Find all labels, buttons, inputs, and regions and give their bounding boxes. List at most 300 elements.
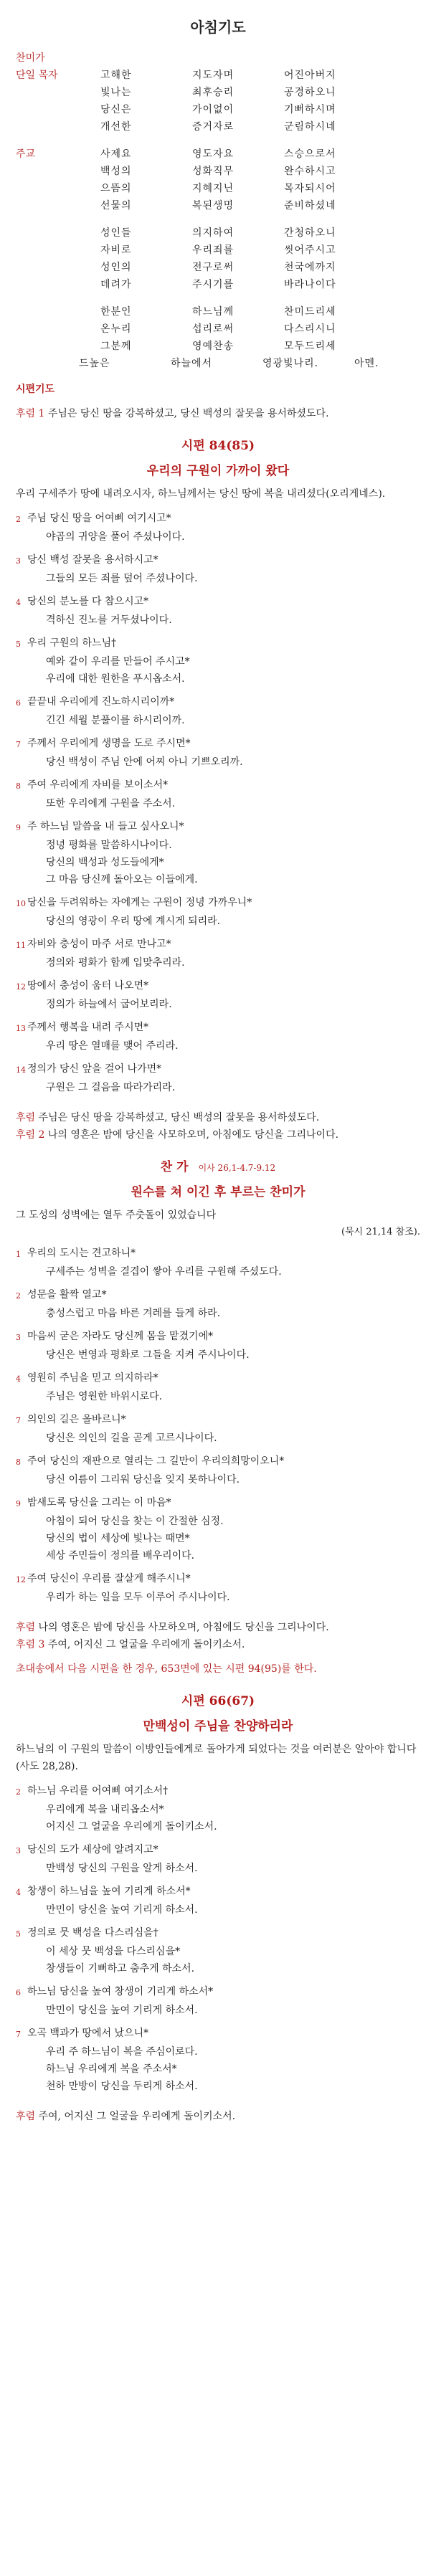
verse-text: 자비와 충성이 마주 서로 만나고* [27,938,171,950]
verse-number [16,2045,23,2061]
verse-number [16,855,23,871]
verse-number [16,1265,23,1280]
canticle-intro [16,1207,420,1224]
verse [16,1019,420,1055]
verse-number: 12 [16,1575,26,1584]
verse-text: 충성스럽고 마음 바른 겨레를 들게 하라. [46,1308,221,1319]
verse [16,735,420,771]
verse-line [16,1801,420,1818]
verse-line [16,1019,420,1037]
verse-line [16,653,420,670]
verse-text: 우리 주 하느님이 복을 주심이로다. [46,2046,198,2058]
page [3,0,433,2154]
hymn-row [16,163,420,180]
verse-text: 주께서 행복을 내려 주시면* [27,1022,149,1033]
verse-text: 그 마음 당신께 돌아오는 이들에게. [46,874,198,885]
verse-text: 우리의 도시는 견고하니* [27,1247,136,1259]
hymn-line [100,320,350,338]
verse-text: 당신의 도가 세상에 알려지고* [27,1844,158,1855]
antiphon-2-label: 후렴 2 [16,1129,45,1141]
verse-number: 7 [16,2030,21,2039]
verse-line [16,954,420,971]
hymn-main [16,67,420,136]
verse-text: 이 세상 뭇 백성을 다스리심을* [46,1946,181,1957]
verse-line [16,1860,420,1877]
hymn-word: 군림하시네 [284,121,336,133]
verse-number [16,2062,23,2078]
hymn-word: 자비로 [100,244,132,256]
verse-line [16,2002,420,2019]
hymn-row [16,84,420,101]
verse-number: 7 [16,740,21,749]
verse-number: 5 [16,1929,21,1939]
verse-line [16,996,420,1013]
hymn-word: 의지하여 [192,227,234,239]
verse-number [16,1590,23,1606]
hymn-chorus [16,146,420,372]
verse-text: 주께서 우리에게 생명을 도로 주시면* [27,738,191,749]
hymn-word: 최후승리 [192,87,234,98]
verse-number [16,1389,23,1405]
hymn-word: 간청하오니 [284,227,336,239]
hymn-line [100,84,350,101]
verse-line [16,936,420,954]
verse-line [16,1494,420,1513]
verse-number: 8 [16,781,21,791]
hymn-word: 목자되시어 [284,183,336,194]
psalm1-intro: 우리 구세주가 땅에 내려오시자, 하느님께서는 당신 땅에 복을 내리셨다(오리게네스). [16,488,386,500]
verse-text: 또한 우리에게 구원을 주소서. [46,798,176,809]
hymn-word: 증거자로 [192,121,234,133]
verse [16,1453,420,1488]
verse-text: 당신은 의인의 길을 곧게 고르시나이다. [46,1432,217,1444]
verse [16,776,420,812]
hymn-word: 주시기를 [192,279,234,290]
verse [16,936,420,971]
hymn-line [100,276,350,293]
verse-number: 2 [16,515,21,524]
verse-number [16,530,23,546]
hymn-word: 천국에까지 [284,262,336,273]
verse-line [16,977,420,996]
hymn-word: 데려가 [100,279,132,290]
canticle-verses [16,1245,420,1606]
verse-line [16,776,420,795]
canticle-header [16,1151,420,1182]
verse-number [16,1802,23,1818]
hymn-word: 바라나이다 [284,279,336,290]
unison-label: 단일 목자 [16,70,58,81]
hymn-row [16,259,420,276]
verse [16,818,420,888]
verse-number [16,873,23,888]
hymn-word: 완수하시고 [284,166,336,177]
verse-line [16,871,420,888]
hymn-word: 다스리시니 [284,323,336,335]
verse-number [16,1514,23,1530]
closing-antiphon-3 [16,2108,420,2125]
closing-antiphon-3-label: 후렴 [16,2111,36,2122]
verse-line [16,1263,420,1280]
verse-line [16,1530,420,1547]
hymn-word: 공경하오니 [284,87,336,98]
verse-text: 야곱의 귀양을 풀어 주셨나이다. [46,531,185,543]
verse-line [16,1286,420,1305]
verse-number: 11 [16,941,26,950]
verse [16,977,420,1013]
verse-text: 우리에 대한 원한을 푸시옵소서. [46,673,185,685]
verse-text: 우리가 하는 일을 모두 이루어 주시나이다. [46,1592,230,1603]
verse-line [16,570,420,587]
verse-text: 당신 백성 잘못을 용서하시고* [27,554,158,566]
hymn-word: 영예찬송 [192,341,234,352]
hymn-line [100,67,350,84]
verse-text: 우리 땅은 열매를 맺어 주리라. [46,1040,179,1052]
verse [16,593,420,629]
verse-number: 1 [16,1250,21,1259]
verse-text: 창생이 하느님을 높여 기리게 하소서* [27,1886,191,1897]
verse [16,1983,420,2019]
verse-number: 12 [16,982,26,992]
hymn-row [16,355,420,372]
verse-text: 긴긴 세월 분풀이를 하시리이까. [46,715,185,726]
verse-number [16,1473,23,1488]
verse-line [16,1346,420,1364]
verse-text: 주여 당신이 우리를 잘살게 해주시니* [27,1573,191,1584]
antiphon-3-label: 후렴 3 [16,1639,45,1650]
verse-line [16,1060,420,1079]
verse-line [16,1570,420,1589]
verse [16,1060,420,1096]
hymn-word: 기뻐하시며 [284,104,336,115]
hymn-line [100,163,350,180]
verse-line [16,735,420,754]
hymn-word: 영광빛나리. [262,358,319,369]
hymn-word: 성인들 [100,227,132,239]
verse-text: 정녕 평화를 말씀하시나이다. [46,840,172,851]
verse-number: 2 [16,1787,21,1797]
canticle-intro-text: 그 도성의 성벽에는 열두 주춧돌이 있었습니다 [16,1209,217,1221]
verse-text: 예와 같이 우리를 만들어 주시고* [46,656,190,667]
verse-text: 어지신 그 얼굴을 우리에게 돌이키소서. [46,1821,217,1833]
verse-number [16,1080,23,1096]
verse-text: 그들의 모든 죄를 덮어 주셨나이다. [46,573,198,584]
verse-number: 14 [16,1065,26,1075]
hymn-word: 고해한 [100,70,132,81]
verse [16,635,420,688]
verse-number: 3 [16,1333,21,1342]
verse-number: 2 [16,1291,21,1301]
verse-text: 천하 만방이 당신을 두리게 하소서. [46,2081,198,2092]
hymn-word: 당신은 [100,104,132,115]
verse-text: 땅에서 충성이 움터 나오면* [27,980,149,992]
verse-line [16,635,420,653]
verse-text: 당신 백성이 주님 안에 어찌 아니 기쁘오리까. [46,756,243,768]
hymn-row [16,320,420,338]
verse-number: 3 [16,556,21,566]
verse-text: 당신의 백성과 성도들에게* [46,857,164,868]
verse-number: 13 [16,1024,26,1033]
verse-number: 4 [16,1888,21,1897]
verse-line [16,670,420,688]
verse-text: 밤새도록 당신을 그리는 이 마음* [27,1497,171,1508]
verse-line [16,1079,420,1096]
verse-text: 당신의 영광이 우리 땅에 계시게 되리라. [46,916,221,927]
verse-number [16,1962,23,1977]
verse-number [16,1944,23,1960]
verse-line [16,1245,420,1263]
verse-line [16,1901,420,1919]
verse-line [16,1960,420,1977]
verse-number [16,914,23,930]
praise-label: 찬미가 [16,52,45,64]
verse-line [16,1430,420,1447]
verse-number [16,613,23,629]
verse [16,1570,420,1606]
verse [16,1245,420,1280]
hymn-row [16,118,420,136]
closing-antiphon-1-text: 주님은 당신 땅을 강복하셨고, 당신 백성의 잘못을 용서하셨도다. [38,1112,320,1123]
hymn-word: 가이없이 [192,104,234,115]
verse-number [16,797,23,812]
chorus-label: 주교 [16,148,36,160]
verse-line [16,754,420,771]
hymn-word: 아멘. [354,358,379,369]
verse [16,510,420,546]
verse-number: 6 [16,1988,21,1997]
verse-text: 당신의 분노를 다 참으시고* [27,596,149,607]
hymn-word: 성인의 [100,262,132,273]
hymn-line [100,118,350,136]
hymn-word: 복된생명 [192,200,234,212]
verse-number [16,655,23,670]
verse-text: 의인의 길은 올바르니* [27,1414,126,1425]
verse [16,551,420,587]
verse-text: 우리 구원의 하느님† [27,637,117,649]
hymn-word: 백성의 [100,166,132,177]
verse-number: 7 [16,1416,21,1425]
verse-number [16,1431,23,1447]
hymn-row [16,180,420,197]
opening-antiphon-label: 후렴 1 [16,408,45,419]
verse-number [16,2079,23,2095]
verse-number: 9 [16,823,21,832]
hymn-line [100,242,350,259]
verse [16,693,420,729]
hymn-word: 빛나는 [100,87,132,98]
hymn-line [100,303,350,320]
verse-text: 만민이 당신을 높여 기리게 하소서. [46,2005,198,2016]
verse-text: 당신 이름이 그리워 당신을 잊지 못하나이다. [46,1474,240,1486]
verse-number: 10 [16,899,26,908]
psalm3-intro: 하느님의 이 구원의 말씀이 이방인들에게로 돌아가게 되었다는 것을 여러분은 알아야 합니다(사도 28,28). [16,1744,417,1772]
canticle-title: 찬 가 [160,1160,189,1174]
verse-number: 5 [16,640,21,649]
verse-text: 주 하느님 말씀을 내 들고 싶사오니* [27,821,184,832]
hymn-word: 개선한 [100,121,132,133]
verse-line [16,1818,420,1835]
verse-line [16,1411,420,1430]
verse-text: 정의와 평화가 함께 입맞추리라. [46,957,185,969]
verse [16,1328,420,1364]
hymn-section [3,49,433,372]
verse-number [16,997,23,1013]
verse-text: 당신을 두려워하는 자에게는 구원이 정녕 가까우니* [27,897,252,908]
verse-line [16,1037,420,1055]
verse-line [16,818,420,837]
verse-line [16,1513,420,1530]
verse-number: 9 [16,1499,21,1508]
verse-text: 만민이 당신을 높여 기리게 하소서. [46,1904,198,1916]
verse-text: 주님은 영원한 바위시로다. [46,1391,163,1402]
verse-line [16,1369,420,1388]
closing-antiphon-3-text: 주여, 어지신 그 얼굴을 우리에게 돌이키소서. [38,2111,236,2122]
verse-line [16,1924,420,1943]
hymn-row [16,146,420,163]
hymn-line [100,338,350,355]
verse-number [16,1306,23,1322]
verse-number: 4 [16,598,21,607]
hymn-row [16,303,420,320]
verse-line [16,913,420,930]
verse-line [16,510,420,528]
psalm1-verses [16,510,420,1096]
hymn-row [16,338,420,355]
closing-antiphon-1-label: 후렴 [16,1112,36,1123]
hymn-word: 으뜸의 [100,183,132,194]
opening-antiphon-text: 주님은 당신 땅을 강복하셨고, 당신 백성의 잘못을 용서하셨도다. [47,408,329,419]
psalm3-title: 시편 66(67) [181,1694,255,1708]
verse-line [16,1547,420,1564]
verse-number [16,2003,23,2019]
verse [16,1883,420,1919]
verse-line [16,2025,420,2043]
hymn-row [16,67,420,84]
verse-line [16,1589,420,1606]
hymn-line [100,180,350,197]
verse-text: 만백성 당신의 구원을 알게 하소서. [46,1863,198,1874]
hymn-word: 어진아버지 [284,70,336,81]
note-text: 초대송에서 다음 시편을 한 경우, 653면에 있는 시편 94(95)를 한다. [16,1663,317,1675]
verse-text: 주여 우리에게 자비를 보이소서* [27,779,169,791]
page-title: 아침기도 [190,19,246,36]
verse-number [16,1549,23,1564]
hymn-row [16,276,420,293]
verse-line [16,612,420,629]
verse-line [16,1453,420,1471]
hymn-word: 드높은 [79,358,110,369]
hymn-word: 모두드리세 [284,341,336,352]
verse-line [16,1782,420,1801]
verse-text: 마음씨 굳은 자라도 당신께 몸을 맡겼기에* [27,1331,214,1342]
hymn-line [100,197,350,214]
verse-line [16,1328,420,1346]
verse-number [16,1861,23,1877]
verse-text: 격하신 진노를 거두셨나이다. [46,614,172,626]
hymn-word: 찬미드리세 [284,306,336,318]
hymn-word: 씻어주시고 [284,244,336,256]
hymn-word: 준비하셨네 [284,200,336,212]
verse-text: 우리에게 복을 내리옵소서* [46,1804,164,1815]
psalm3-subtitle: 만백성이 주님을 찬양하리라 [143,1719,293,1734]
verse-text: 당신의 법이 세상에 빛나는 때면* [46,1533,190,1544]
verse-text: 하느님 우리에게 복을 주소서* [46,2063,177,2075]
hymn-row [16,49,420,67]
verse-line [16,528,420,546]
antiphon-3-text: 주여, 어지신 그 얼굴을 우리에게 돌이키소서. [47,1639,245,1650]
verse-text: 오곡 백과가 땅에서 났으니* [27,2028,149,2039]
verse-line [16,1943,420,1960]
hymn-line [100,101,350,118]
verse-line [16,1305,420,1322]
hymn-row [16,224,420,242]
verse-line [16,1388,420,1405]
verse-line [16,1471,420,1488]
hymn-row [16,197,420,214]
verse-text: 구세주는 성벽을 결겹이 쌓아 우리를 구원해 주셨도다. [46,1266,282,1278]
verse-text: 아침이 되어 당신을 찾는 이 간절한 심정. [46,1516,224,1527]
verse-text: 하느님 당신을 높여 창생이 기리게 하소서* [27,1986,214,1997]
verse-text: 정의로 뭇 백성을 다스리심을† [27,1927,158,1939]
verse-line [16,712,420,729]
hymn-word: 선물의 [100,200,132,212]
psalm1-subtitle: 우리의 구원이 가까이 왔다 [146,464,290,478]
verse-number: 6 [16,698,21,708]
hymn-word: 지도자며 [192,70,234,81]
antiphon-2 [16,1126,420,1144]
verse-line [16,2043,420,2061]
opening-antiphon [16,405,420,422]
verse-line [16,1883,420,1901]
verse-number: 4 [16,1374,21,1384]
verse [16,1369,420,1405]
hymn-word: 지혜지닌 [192,183,234,194]
closing-antiphon-1 [16,1109,420,1126]
hymn-line [100,146,350,163]
hymn-word: 하늘에서 [171,358,213,369]
hymn-word: 한분인 [100,306,132,318]
verse-text: 하느님 우리를 어여삐 여기소서† [27,1785,169,1797]
hymn-word: 전구로써 [192,262,234,273]
verse-text: 창생들이 기뻐하고 춤추게 하소서. [46,1963,195,1974]
verse-text: 세상 주민들이 정의를 배우리이다. [46,1550,195,1562]
verse [16,1841,420,1877]
hymn-word: 성화직무 [192,166,234,177]
verse [16,1286,420,1322]
psalmody-header: 시편기도 [16,384,55,395]
verse-line [16,854,420,871]
verse [16,1494,420,1564]
verse-line [16,693,420,712]
hymn-word: 온누리 [100,323,132,335]
hymn-word: 스승으로서 [284,148,336,160]
verse-number [16,571,23,587]
closing-antiphon-2 [16,1619,420,1636]
psalm3-verses [16,1782,420,2095]
hymn-word: 그분께 [100,341,132,352]
hymn-line [79,355,420,372]
verse-line [16,2078,420,2095]
hymn-line [100,224,350,242]
verse-number [16,956,23,971]
verse-line [16,593,420,612]
hymn-word: 우리죄를 [192,244,234,256]
verse [16,2025,420,2095]
closing-antiphon-2-label: 후렴 [16,1622,36,1633]
hymn-line [100,259,350,276]
hymn-word: 영도자요 [192,148,234,160]
verse-text: 주여 당신의 재판으로 열리는 그 길만이 우리의희망이오니* [27,1455,285,1467]
